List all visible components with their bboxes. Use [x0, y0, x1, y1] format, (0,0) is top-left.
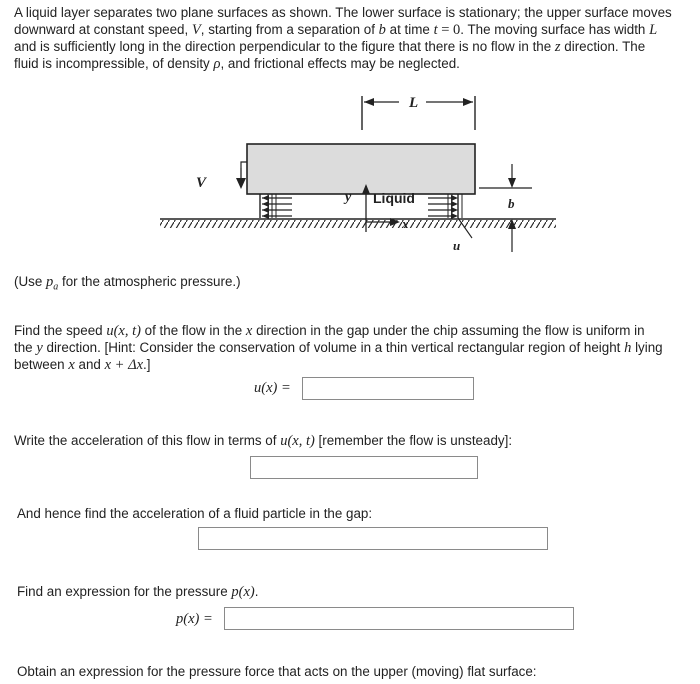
left-outflow-arrows	[260, 194, 292, 219]
acceleration-answer-input[interactable]	[250, 456, 478, 479]
stationary-lower-surface	[160, 219, 556, 228]
problem-statement-line-3: and is sufficiently long in the direction perpendicular to the figure that there is no flow in the z direction. The	[14, 39, 646, 55]
u-answer-input[interactable]	[302, 377, 474, 400]
task-1-line-3: between x and x + Δx.]	[14, 357, 151, 373]
task-1-line-2: the y direction. [Hint: Consider the conservation of volume in a thin vertical rectangular region of height h lying	[14, 340, 663, 356]
task-3-prompt: And hence find the acceleration of a fluid particle in the gap:	[17, 506, 373, 521]
label-V: V	[196, 175, 207, 191]
width-dimension	[362, 96, 475, 130]
problem-statement-line-4: fluid is incompressible, of density ρ, and frictional effects may be neglected.	[14, 56, 460, 72]
problem-statement-line-1: A liquid layer separates two plane surfaces as shown. The lower surface is stationary; the upper surface moves	[14, 5, 672, 20]
figure-svg	[156, 82, 616, 264]
gap-dimension	[479, 164, 532, 252]
u-answer-label: u(x) =	[254, 380, 291, 396]
problem-statement-line-2: downward at constant speed, V, starting from a separation of b at time t = 0. The moving surface has width L	[14, 22, 658, 38]
label-u: u	[453, 238, 461, 253]
task-4-prompt: Find an expression for the pressure p(x).	[17, 584, 259, 600]
pressure-answer-input[interactable]	[224, 607, 574, 630]
particle-acceleration-answer-input[interactable]	[198, 527, 548, 550]
atmospheric-pressure-note: (Use $p_a$ for the atmospheric pressure.)	[14, 274, 241, 293]
label-y: y	[345, 190, 352, 205]
task-1-line-1: Find the speed u(x, t) of the flow in the x direction in the gap under the chip assuming the flow is uniform in	[14, 323, 645, 339]
label-x: x	[402, 216, 409, 231]
task-2-prompt: Write the acceleration of this flow in terms of u(x, t) [remember the flow is unsteady]:	[14, 433, 513, 449]
velocity-arrow	[236, 162, 247, 189]
label-L: L	[409, 95, 419, 111]
right-outflow-arrows	[428, 194, 472, 238]
task-5-prompt: Obtain an expression for the pressure force that acts on the upper (moving) flat surface:	[17, 664, 537, 679]
squeeze-film-figure	[156, 82, 616, 264]
moving-upper-surface	[247, 144, 475, 194]
label-b: b	[508, 196, 515, 211]
p-answer-label: p(x) =	[176, 611, 213, 627]
label-liquid: Liquid	[373, 190, 415, 206]
